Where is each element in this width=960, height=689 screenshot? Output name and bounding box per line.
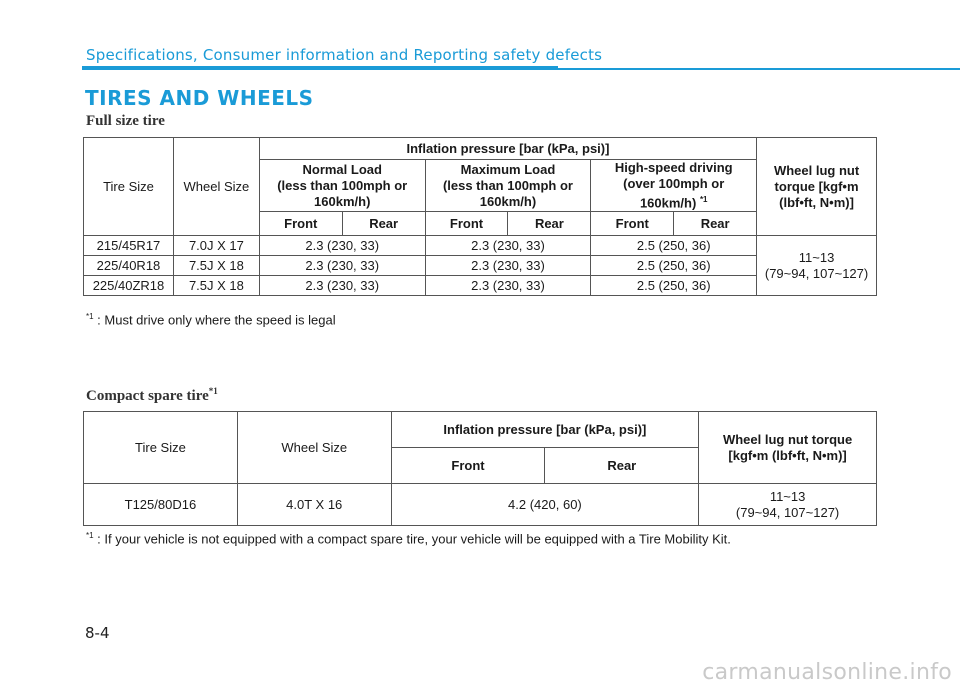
- table-row: [84, 236, 877, 256]
- table-row: [84, 484, 877, 526]
- header-maximum-load: Maximum Load (less than 100mph or 160km/h): [425, 160, 591, 212]
- cell-tire-size: 225/40R18: [84, 256, 174, 276]
- watermark: carmanualsonline.info: [702, 660, 952, 685]
- footnote-mark: *1: [699, 195, 708, 204]
- cell-maximum-load: 2.3 (230, 33): [425, 276, 591, 296]
- full-size-tire-table: [83, 137, 877, 296]
- cell-tire-size: 225/40ZR18: [84, 276, 174, 296]
- footnote-mark: *1: [86, 531, 94, 540]
- cell-high-speed: 2.5 (250, 36): [591, 256, 757, 276]
- header-front: Front: [259, 212, 342, 236]
- header-wheel-size: Wheel Size: [237, 412, 391, 484]
- cell-tire-size: T125/80D16: [84, 484, 238, 526]
- cell-tire-size: 215/45R17: [84, 236, 174, 256]
- page-number: 8-4: [85, 624, 110, 642]
- footnote-text: : If your vehicle is not equipped with a compact spare tire, your vehicle will be equipped with a Tire Mobility Kit.: [93, 531, 731, 547]
- compact-spare-footnote: [86, 531, 731, 546]
- header-front: Front: [591, 212, 674, 236]
- cell-wheel-size: 4.0T X 16: [237, 484, 391, 526]
- header-normal-load: Normal Load (less than 100mph or 160km/h): [259, 160, 425, 212]
- cell-wheel-size: 7.5J X 18: [173, 256, 259, 276]
- full-size-tire-title: Full size tire: [86, 113, 165, 129]
- header-inflation-pressure: Inflation pressure [bar (kPa, psi)]: [259, 138, 756, 160]
- header-inflation-pressure: Inflation pressure [bar (kPa, psi)]: [391, 412, 699, 448]
- header-tire-size: Tire Size: [84, 138, 174, 236]
- section-title: TIRES AND WHEELS: [85, 86, 314, 110]
- cell-high-speed: 2.5 (250, 36): [591, 276, 757, 296]
- cell-lug-torque: 11~13 (79~94, 107~127): [699, 484, 877, 526]
- header-wheel-size: Wheel Size: [173, 138, 259, 236]
- header-rule-thick: [82, 66, 558, 70]
- footnote-mark: *1: [86, 312, 94, 321]
- header-lug-torque: Wheel lug nut torque [kgf•m (lbf•ft, N•m)]: [699, 412, 877, 484]
- footnote-mark: *1: [208, 386, 218, 396]
- cell-pressure: 4.2 (420, 60): [391, 484, 699, 526]
- compact-spare-title: [86, 386, 218, 405]
- cell-normal-load: 2.3 (230, 33): [259, 236, 425, 256]
- header-rear: Rear: [342, 212, 425, 236]
- header-lug-torque: Wheel lug nut torque [kgf•m (lbf•ft, N•m)]: [757, 138, 877, 236]
- footnote-text: : Must drive only where the speed is legal: [93, 312, 336, 328]
- full-size-footnote: [86, 312, 336, 327]
- chapter-header: Specifications, Consumer information and Reporting safety defects: [86, 46, 603, 64]
- cell-normal-load: 2.3 (230, 33): [259, 276, 425, 296]
- cell-maximum-load: 2.3 (230, 33): [425, 256, 591, 276]
- header-high-speed: [591, 160, 757, 212]
- header-rule-thin: [558, 68, 960, 70]
- header-rear: Rear: [508, 212, 591, 236]
- header-rear: Rear: [545, 448, 699, 484]
- cell-normal-load: 2.3 (230, 33): [259, 256, 425, 276]
- cell-wheel-size: 7.5J X 18: [173, 276, 259, 296]
- cell-lug-torque: 11~13 (79~94, 107~127): [757, 236, 877, 296]
- cell-maximum-load: 2.3 (230, 33): [425, 236, 591, 256]
- header-front: Front: [425, 212, 508, 236]
- header-tire-size: Tire Size: [84, 412, 238, 484]
- compact-spare-table: [83, 411, 877, 526]
- header-rear: Rear: [674, 212, 757, 236]
- compact-spare-title-text: Compact spare tire: [86, 388, 209, 404]
- header-high-speed-label: High-speed driving (over 100mph or 160km/h): [614, 160, 733, 211]
- cell-wheel-size: 7.0J X 17: [173, 236, 259, 256]
- cell-high-speed: 2.5 (250, 36): [591, 236, 757, 256]
- header-front: Front: [391, 448, 545, 484]
